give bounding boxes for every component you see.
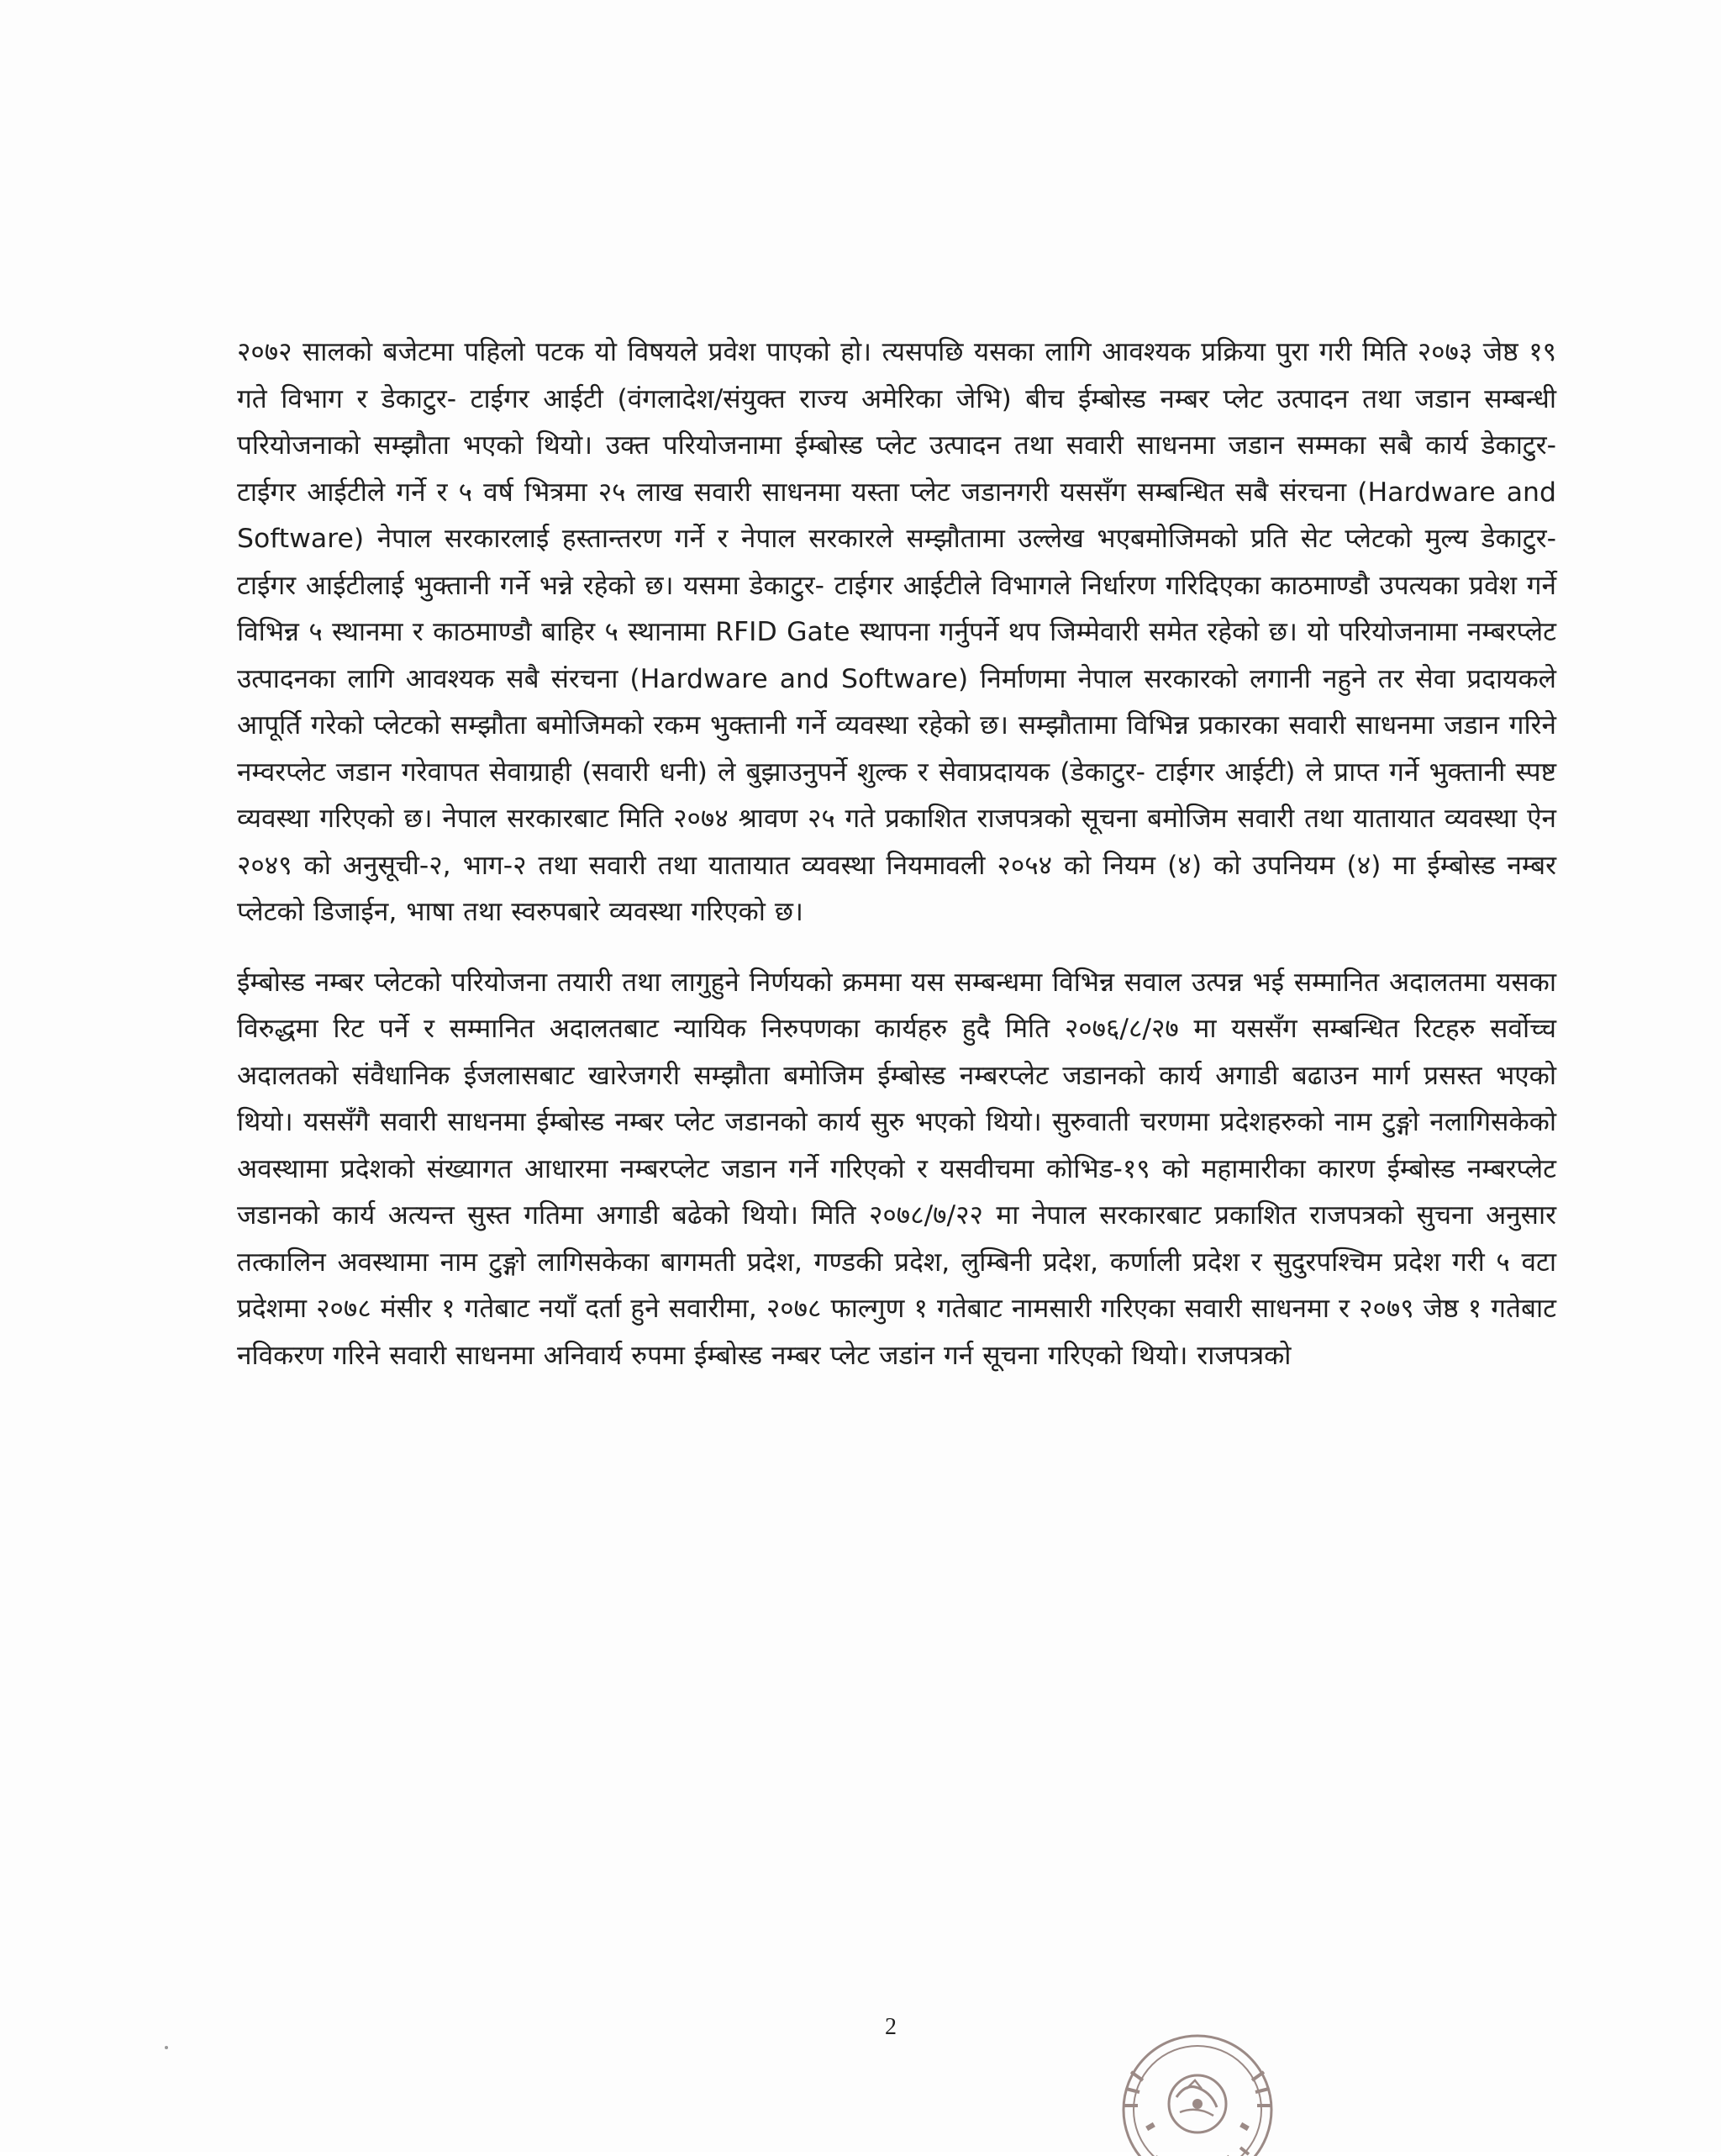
stamp-graphic bbox=[1092, 2030, 1303, 2156]
body-paragraph-2: ईम्बोस्ड नम्बर प्लेटको परियोजना तयारी तथा लागुहुने निर्णयको क्रममा यस सम्बन्धमा विभिन्न सवाल उत्पन्न भई सम्मानित अदालतमा यसका विरुद्धमा रिट पर्ने र सम्मानित अदालतबाट न्यायिक निरुपणका कार्यहरु हुदै मिति २०७६/८/२७ मा यससँग सम्बन्धित रिटहरु सर्वोच्च अदालतको संवैधानिक ईजलासबाट खारेजगरी सम्झौता बमोजिम ईम्बोस्ड नम्बरप्लेट जडानको कार्य अगाडी बढाउन मार्ग प्रसस्त भएको थियो। यससँगै सवारी साधनमा ईम्बोस्ड नम्बर प्लेट जडानको कार्य सुरु भएको थियो। सुरुवाती चरणमा प्रदेशहरुको नाम टुङ्गो नलागिसकेको अवस्थामा प्रदेशको संख्यागत आधारमा नम्बरप्लेट जडान गर्ने गरिएको र यसवीचमा कोभिड-१९ को महामारीका कारण ईम्बोस्ड नम्बरप्लेट जडानको कार्य अत्यन्त सुस्त गतिमा अगाडी बढेको थियो। मिति २०७८/७/२२ मा नेपाल सरकारबाट प्रकाशित राजपत्रको सुचना अनुसार तत्कालिन अवस्थामा नाम टुङ्गो लागिसकेका बागमती प्रदेश, गण्डकी प्रदेश, लुम्बिनी प्रदेश, कर्णाली प्रदेश र सुदुरपश्चिम प्रदेश गरी ५ वटा प्रदेशमा २०७८ मंसीर १ गतेबाट नयाँ दर्ता हुने सवारीमा, २०७८ फाल्गुण १ गतेबाट नामसारी गरिएका सवारी साधनमा र २०७९ जेष्ठ १ गतेबाट नविकरण गरिने सवारी साधनमा अनिवार्य रुपमा ईम्बोस्ड नम्बर प्लेट जडांन गर्न सूचना गरिएको थियो। राजपत्रको bbox=[237, 967, 1556, 1371]
official-stamp-icon bbox=[1092, 2030, 1303, 2156]
document-body bbox=[237, 329, 1556, 1379]
page-number: 2 bbox=[885, 2014, 897, 2040]
body-paragraph-1: २०७२ सालको बजेटमा पहिलो पटक यो विषयले प्रवेश पाएको हो। त्यसपछि यसका लागि आवश्यक प्रक्रिया पुरा गरी मिति २०७३ जेष्ठ १९ गते विभाग र डेकाटुर- टाईगर आईटी (वंगलादेश/संयुक्त राज्य अमेरिका जेभि) बीच ईम्बोस्ड नम्बर प्लेट उत्पादन तथा जडान सम्बन्धी परियोजनाको सम्झौता भएको थियो। उक्त परियोजनामा ईम्बोस्ड प्लेट उत्पादन तथा सवारी साधनमा जडान सम्मका सबै कार्य डेकाटुर- टाईगर आईटीले गर्ने र ५ वर्ष भित्रमा २५ लाख सवारी साधनमा यस्ता प्लेट जडानगरी यससँग सम्बन्धित सबै संरचना (Hardware and Software) नेपाल सरकारलाई हस्तान्तरण गर्ने र नेपाल सरकारले सम्झौतामा उल्लेख भएबमोजिमको प्रति सेट प्लेटको मुल्य डेकाटुर- टाईगर आईटीलाई भुक्तानी गर्ने भन्ने रहेको छ। यसमा डेकाटुर- टाईगर आईटीले विभागले निर्धारण गरिदिएका काठमाण्डौ उपत्यका प्रवेश गर्ने विभिन्न ५ स्थानमा र काठमाण्डौ बाहिर ५ स्थानामा RFID Gate स्थापना गर्नुपर्ने थप जिम्मेवारी समेत रहेको छ। यो परियोजनामा नम्बरप्लेट उत्पादनका लागि आवश्यक सबै संरचना (Hardware and Software) निर्माणमा नेपाल सरकारको लगानी नहुने तर सेवा प्रदायकले आपूर्ति गरेको प्लेटको सम्झौता बमोजिमको रकम भुक्तानी गर्ने व्यवस्था रहेको छ। सम्झौतामा विभिन्न प्रकारका सवारी साधनमा जडान गरिने नम्वरप्लेट जडान गरेवापत सेवाग्राही (सवारी धनी) ले बुझाउनुपर्ने शुल्क र सेवाप्रदायक (डेकाटुर- टाईगर आईटी) ले प्राप्त गर्ने भुक्तानी स्पष्ट व्यवस्था गरिएको छ। नेपाल सरकारबाट मिति २०७४ श्रावण २५ गते प्रकाशित राजपत्रको सूचना बमोजिम सवारी तथा यातायात व्यवस्था ऐन २०४९ को अनुसूची-२, भाग-२ तथा सवारी तथा यातायात व्यवस्था नियमावली २०५४ को नियम (४) को उपनियम (४) मा ईम्बोस्ड नम्बर प्लेटको डिजाईन, भाषा तथा स्वरुपबारे व्यवस्था गरिएको छ। bbox=[237, 337, 1556, 927]
scan-speck bbox=[165, 2046, 168, 2049]
